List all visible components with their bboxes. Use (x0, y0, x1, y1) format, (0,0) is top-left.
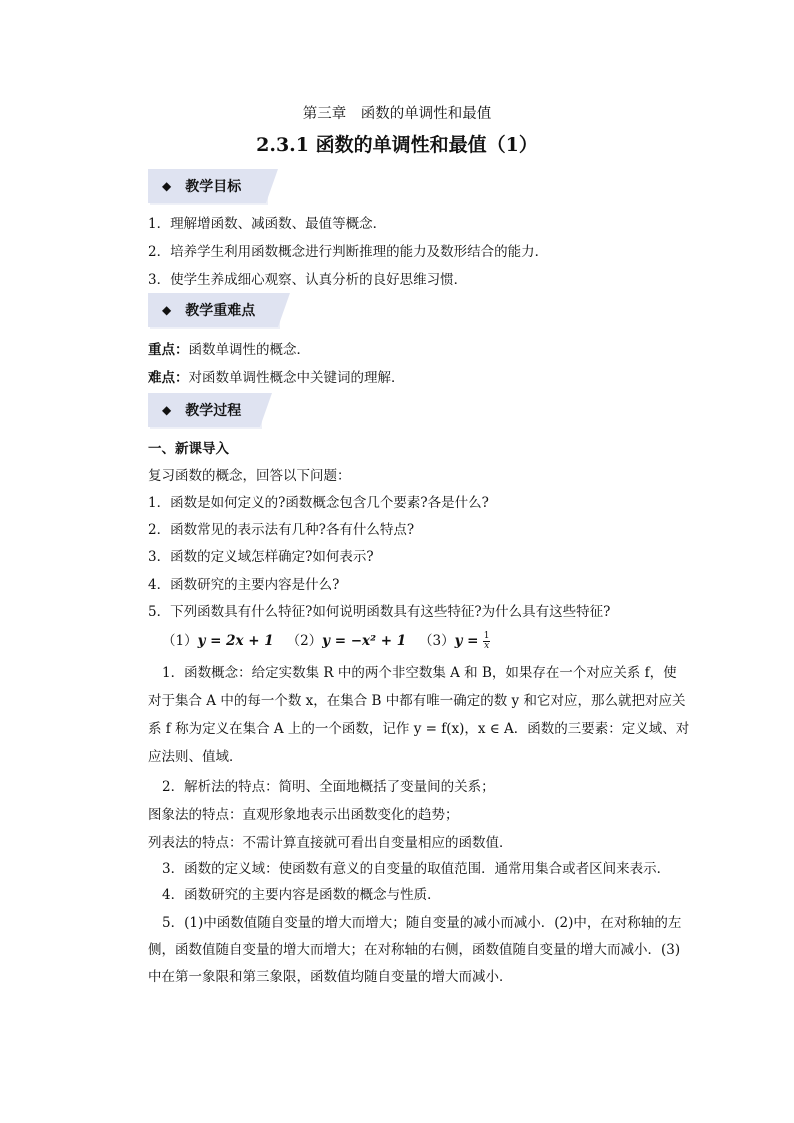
diamond-bullet-icon: ◆ (162, 303, 172, 317)
key-text: 函数单调性的概念． (188, 342, 310, 358)
intro-text: 复习函数的概念，回答以下问题： (148, 468, 351, 484)
answer3-line: 3．函数的定义域：使函数有意义的自变量的取值范围．通常用集合或者区间来表示． (162, 861, 671, 877)
chapter-heading: 第三章 函数的单调性和最值 (302, 106, 492, 122)
answer5-line: 中在第一象限和第三象限，函数值均随自变量的增大而减小． (148, 969, 513, 985)
key-point-line (148, 338, 648, 358)
f3-label: （3） (418, 633, 455, 649)
banner-label: 教学目标 (185, 179, 242, 195)
answer2-line: 图象法的特点：直观形象地表示出函数变化的趋势； (148, 807, 459, 823)
question-item: 4．函数研究的主要内容是什么? (148, 577, 340, 593)
question-item: 5．下列函数具有什么特征?如何说明函数具有这些特征?为什么具有这些特征? (148, 604, 611, 620)
f3-denominator: x (484, 641, 490, 651)
answer5-line: 5．(1)中函数值随自变量的增大而增大；随自变量的减小而减小．(2)中，在对称轴的左 (162, 915, 682, 931)
diamond-bullet-icon: ◆ (162, 403, 172, 417)
function-examples (162, 629, 662, 651)
f3-lhs: y = (454, 633, 479, 649)
goal-item: 3．使学生养成细心观察、认真分析的良好思维习惯． (148, 272, 468, 288)
banner-teaching-process (148, 393, 260, 427)
answer2-line: 2．解析法的特点：简明、全面地概括了变量间的关系； (162, 779, 495, 795)
question-item: 1．函数是如何定义的?函数概念包含几个要素?各是什么? (148, 495, 489, 511)
f2-label: （2） (286, 633, 323, 649)
f1-formula: y = 2x + 1 (197, 633, 274, 649)
answer1-line: 应法则、值域． (148, 749, 243, 765)
subheading-new-lesson: 一、新课导入 (148, 441, 229, 457)
difficulty-label: 难点： (148, 370, 189, 386)
goal-item: 2．培养学生利用函数概念进行判断推理的能力及数形结合的能力． (148, 244, 549, 260)
answer2-line: 列表法的特点：不需计算直接就可看出自变量相应的函数值． (148, 835, 513, 851)
question-item: 2．函数常见的表示法有几种?各有什么特点? (148, 522, 415, 538)
f3-numerator: 1 (483, 631, 490, 641)
answer4-line: 4．函数研究的主要内容是函数的概念与性质． (162, 887, 441, 903)
f3-fraction (483, 632, 491, 651)
lesson-title: 2.3.1 函数的单调性和最值（1） (256, 134, 538, 156)
diamond-bullet-icon: ◆ (162, 179, 172, 193)
banner-label: 教学过程 (185, 403, 242, 419)
answer1-line: 1．函数概念：给定实数集 R 中的两个非空数集 A 和 B，如果存在一个对应关系 f，使 (162, 665, 677, 681)
f2-formula: y = −x² + 1 (322, 633, 407, 649)
answer5-line: 侧，函数值随自变量的增大而增大；在对称轴的右侧，函数值随自变量的增大而减小．(3) (148, 942, 681, 958)
banner-label: 教学重难点 (185, 303, 256, 319)
banner-teaching-goals (148, 169, 266, 203)
f1-label: （1） (162, 633, 198, 649)
difficulty-line (148, 366, 648, 386)
banner-key-points (148, 293, 278, 327)
question-item: 3．函数的定义域怎样确定?如何表示? (148, 549, 374, 565)
answer1-line: 对于集合 A 中的每一个数 x，在集合 B 中都有唯一确定的数 y 和它对应，那么就把对应关 (148, 693, 686, 709)
answer1-line: 系 f 称为定义在集合 A 上的一个函数，记作 y = f(x)，x ∈ A．函数的三要素：定义域、对 (148, 721, 690, 737)
goal-item: 1．理解增函数、减函数、最值等概念． (148, 216, 387, 232)
key-label: 重点： (148, 342, 189, 358)
difficulty-text: 对函数单调性概念中关键词的理解． (188, 370, 405, 386)
